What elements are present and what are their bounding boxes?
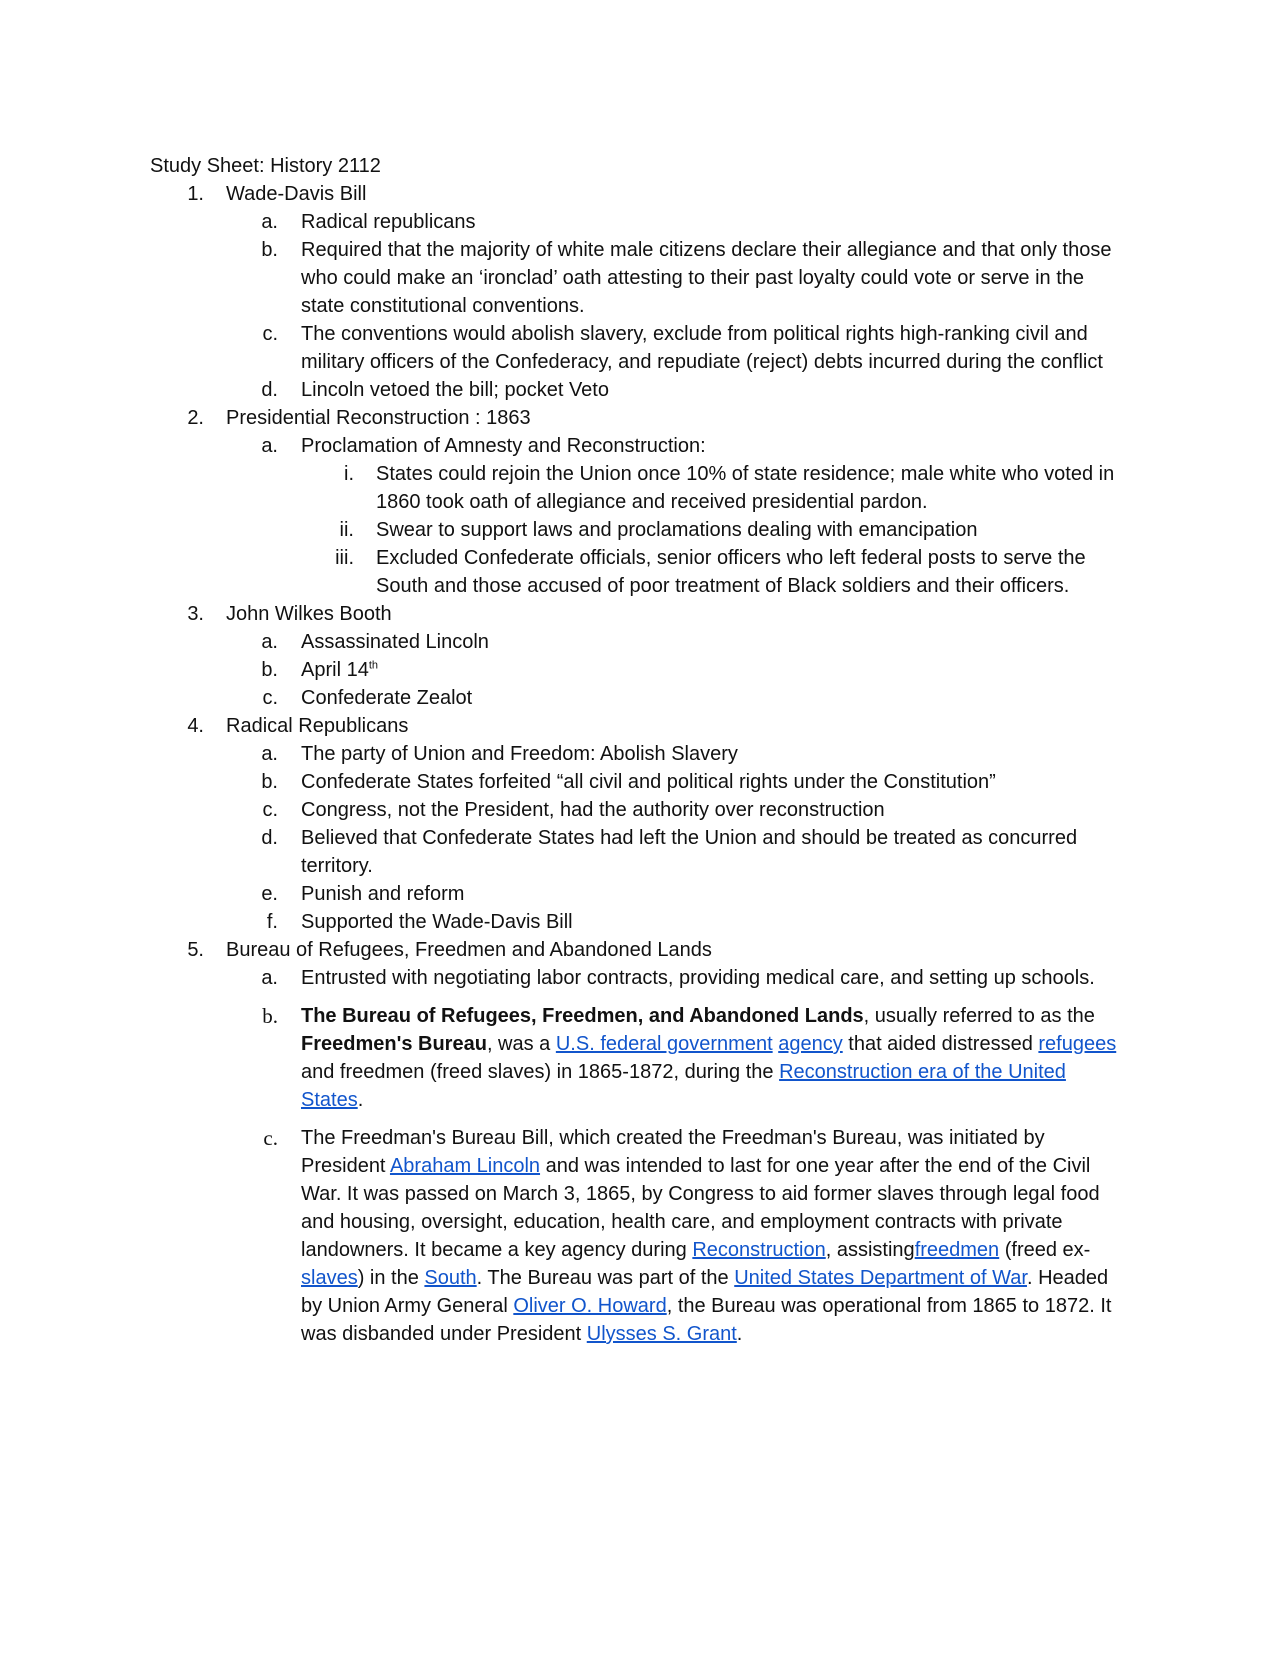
list-item [150, 796, 1130, 824]
item-marker: b. [262, 1004, 278, 1028]
item-marker: f. [266, 911, 278, 933]
list-item [150, 740, 1130, 768]
link-freedmen[interactable]: freedmen [914, 1239, 1000, 1261]
link-reconstruction[interactable]: Reconstruction [692, 1239, 826, 1261]
text-run: ) in the [357, 1267, 425, 1289]
section-heading: John Wilkes Booth [226, 603, 392, 625]
link-agency[interactable]: agency [778, 1033, 843, 1055]
item-text: Swear to support laws and proclamations dealing with emancipation [376, 519, 978, 541]
link-ulysses-s-grant[interactable]: Ulysses S. Grant [586, 1323, 737, 1345]
section-heading: Radical Republicans [226, 715, 409, 737]
list-item [150, 880, 1130, 908]
item-text [301, 1124, 1130, 1348]
item-text: Lincoln vetoed the bill; pocket Veto [301, 379, 609, 401]
item-marker: a. [261, 211, 278, 233]
item-text [301, 656, 1130, 684]
list-subitem [150, 460, 1130, 516]
list-item [150, 628, 1130, 656]
list-subitem [150, 544, 1130, 600]
link-us-federal-government[interactable]: U.S. federal government [555, 1033, 773, 1055]
list-item [150, 1002, 1130, 1114]
item-text: States could rejoin the Union once 10% of state residence; male white who voted in 1860 took oath of allegiance and received presidential pardon. [376, 463, 1115, 513]
item-text: Supported the Wade-Davis Bill [301, 911, 573, 933]
item-text: Proclamation of Amnesty and Reconstruction: [301, 435, 706, 457]
link-abraham-lincoln[interactable]: Abraham Lincoln [389, 1155, 541, 1177]
item-marker: a. [261, 967, 278, 989]
text-run: The Freedman's Bureau Bill, which created the Freedman's Bureau, was initiated by President [301, 1127, 1045, 1177]
list-item [150, 656, 1130, 684]
item-text: The party of Union and Freedom: Abolish Slavery [301, 743, 738, 765]
item-marker: iii. [335, 547, 354, 569]
document-title: Study Sheet: History 2112 [150, 155, 381, 177]
list-item [150, 824, 1130, 880]
text-run: . [736, 1323, 743, 1345]
list-subitem [150, 516, 1130, 544]
list-item [150, 1124, 1130, 1348]
section-number: 1. [187, 183, 204, 205]
section-3 [150, 600, 1130, 628]
bureau-full-name: The Bureau of Refugees, Freedmen, and Abandoned Lands [301, 1005, 864, 1027]
text-run: and freedmen (freed slaves) in 1865-1872, during the [301, 1061, 780, 1083]
item-marker: b. [261, 771, 278, 793]
text-run: . Headed by Union Army General [301, 1267, 1109, 1317]
list-item [150, 964, 1130, 992]
item-text: Confederate States forfeited “all civil and political rights under the Constitution” [301, 771, 996, 793]
item-marker: c. [262, 323, 278, 345]
date-text: April 14 [301, 659, 369, 681]
item-text: Assassinated Lincoln [301, 631, 489, 653]
item-marker: e. [261, 883, 278, 905]
link-reconstruction-era[interactable]: Reconstruction era of the United States [301, 1061, 1066, 1111]
document-body [150, 152, 1130, 1348]
bureau-short-name: Freedmen's Bureau [301, 1033, 487, 1055]
section-1 [150, 180, 1130, 208]
item-marker: a. [261, 435, 278, 457]
item-marker: d. [261, 379, 278, 401]
list-item [150, 768, 1130, 796]
item-text: Congress, not the President, had the authority over reconstruction [301, 799, 885, 821]
item-text: Confederate Zealot [301, 687, 473, 709]
text-run: . [357, 1089, 364, 1111]
section-heading: Bureau of Refugees, Freedmen and Abandoned Lands [226, 939, 712, 961]
item-marker: c. [263, 1126, 278, 1150]
item-text: Required that the majority of white male citizens declare their allegiance and that only those who could make an ‘ironclad’ oath attesting to their past loyalty could vote or serve in the state constitutional conventions. [301, 239, 1112, 317]
item-marker: ii. [339, 519, 354, 541]
text-run: that aided distressed [842, 1033, 1039, 1055]
item-marker: b. [261, 659, 278, 681]
list-item [150, 236, 1130, 320]
item-marker: d. [261, 827, 278, 849]
item-marker: c. [262, 799, 278, 821]
item-text [301, 1002, 1130, 1114]
ordinal-suffix: th [368, 659, 378, 672]
item-marker: b. [261, 239, 278, 261]
item-text: Entrusted with negotiating labor contracts, providing medical care, and setting up schools. [301, 967, 1095, 989]
link-oliver-o-howard[interactable]: Oliver O. Howard [513, 1295, 667, 1317]
text-run: , assisting [825, 1239, 915, 1261]
item-text: Excluded Confederate officials, senior officers who left federal posts to serve the South and those accused of poor treatment of Black soldiers and their officers. [376, 547, 1086, 597]
text-run: and was intended to last for one year after the end of the Civil War. It was passed on March 3, 1865, by Congress to aid former slaves through legal food and housing, oversight, education, health care, and employment contracts with private landowners. It became a key agency during [301, 1155, 1100, 1261]
section-5 [150, 936, 1130, 964]
list-item [150, 908, 1130, 936]
section-heading: Wade-Davis Bill [226, 183, 367, 205]
item-text: Radical republicans [301, 211, 476, 233]
item-marker: c. [262, 687, 278, 709]
section-number: 3. [187, 603, 204, 625]
text-run: , usually referred to as the [863, 1005, 1095, 1027]
text-run: . The Bureau was part of the [476, 1267, 735, 1289]
section-heading: Presidential Reconstruction : 1863 [226, 407, 531, 429]
list-item [150, 684, 1130, 712]
item-text: Punish and reform [301, 883, 465, 905]
item-marker: i. [344, 463, 354, 485]
section-number: 5. [187, 939, 204, 961]
item-marker: a. [261, 631, 278, 653]
text-run: , was a [486, 1033, 556, 1055]
list-item [150, 376, 1130, 404]
item-text: Believed that Confederate States had left the Union and should be treated as concurred territory. [301, 827, 1078, 877]
list-item [150, 432, 1130, 460]
item-marker: a. [261, 743, 278, 765]
link-slaves[interactable]: slaves [301, 1267, 358, 1289]
text-run: , the Bureau was operational from 1865 to 1872. It was disbanded under President [301, 1295, 1112, 1345]
section-number: 4. [187, 715, 204, 737]
item-text: The conventions would abolish slavery, exclude from political rights high-ranking civil and military officers of the Confederacy, and repudiate (reject) debts incurred during the conflict [301, 323, 1103, 373]
text-run: (freed ex- [999, 1239, 1091, 1261]
list-item [150, 208, 1130, 236]
link-refugees[interactable]: refugees [1038, 1033, 1117, 1055]
list-item [150, 320, 1130, 376]
section-4 [150, 712, 1130, 740]
section-2 [150, 404, 1130, 432]
section-number: 2. [187, 407, 204, 429]
link-south[interactable]: South [424, 1267, 477, 1289]
link-department-of-war[interactable]: United States Department of War [734, 1267, 1027, 1289]
